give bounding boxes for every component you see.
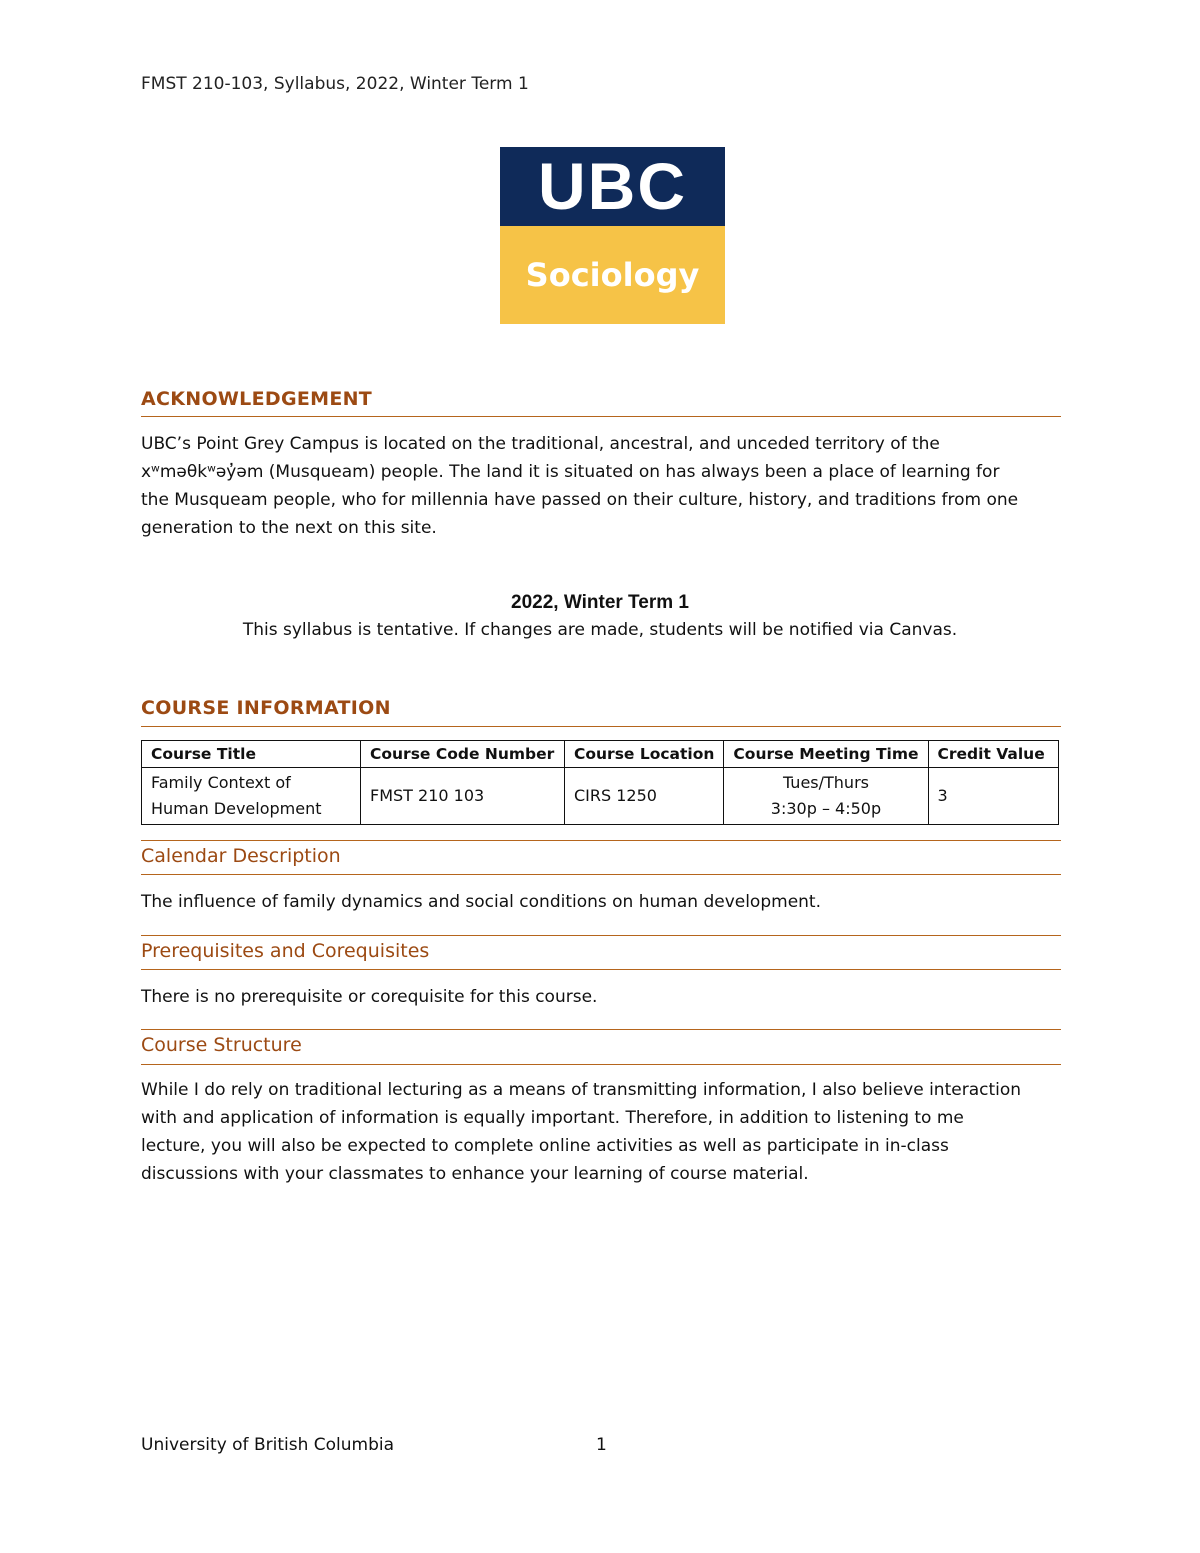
ubc-sociology-logo xyxy=(500,147,725,324)
table-header-row xyxy=(142,741,1059,768)
course-code-cell: FMST 210 103 xyxy=(361,768,565,825)
acknowledgement-text xyxy=(141,430,1071,542)
course-title-line: Human Development xyxy=(151,799,322,818)
table-header-cell: Course Code Number xyxy=(361,741,565,768)
course-info-table xyxy=(141,740,1059,825)
meeting-hours: 3:30p – 4:50p xyxy=(770,799,882,818)
prerequisites-heading: Prerequisites and Corequisites xyxy=(141,940,430,962)
course-structure-line: lecture, you will also be expected to complete online activities as well as participate in in-class xyxy=(141,1136,949,1156)
credit-value-cell: 3 xyxy=(928,768,1058,825)
section-rule xyxy=(141,726,1061,727)
course-title-cell xyxy=(142,768,361,825)
course-structure-line: discussions with your classmates to enhance your learning of course material. xyxy=(141,1164,809,1184)
table-header-cell: Course Title xyxy=(142,741,361,768)
running-header: FMST 210-103, Syllabus, 2022, Winter Term 1 xyxy=(141,74,529,94)
acknowledgement-line: xʷməθkʷəy̓əm (Musqueam) people. The land it is situated on has always been a place of learning for xyxy=(141,462,1000,482)
footer-page-number: 1 xyxy=(596,1435,607,1455)
course-structure-text xyxy=(141,1076,1071,1188)
section-rule xyxy=(141,840,1061,841)
table-header-cell: Credit Value xyxy=(928,741,1058,768)
table-header-cell: Course Meeting Time xyxy=(724,741,928,768)
calendar-description-text: The influence of family dynamics and social conditions on human development. xyxy=(141,892,821,912)
course-information-heading: COURSE INFORMATION xyxy=(141,697,391,719)
table-header-cell: Course Location xyxy=(565,741,724,768)
footer-institution: University of British Columbia xyxy=(141,1435,395,1455)
acknowledgement-line: UBC’s Point Grey Campus is located on the traditional, ancestral, and unceded territory of the xyxy=(141,434,940,454)
course-structure-line: While I do rely on traditional lecturing as a means of transmitting information, I also believe interaction xyxy=(141,1080,1022,1100)
section-rule xyxy=(141,874,1061,875)
meeting-days: Tues/Thurs xyxy=(782,773,869,792)
course-structure-heading: Course Structure xyxy=(141,1034,302,1056)
logo-ubc-text: UBC xyxy=(500,147,725,226)
section-rule xyxy=(141,969,1061,970)
term-note: This syllabus is tentative. If changes are made, students will be notified via Canvas. xyxy=(242,620,958,640)
course-title-line: Family Context of xyxy=(151,773,291,792)
table-row xyxy=(142,768,1059,825)
course-structure-line: with and application of information is equally important. Therefore, in addition to listening to me xyxy=(141,1108,964,1128)
acknowledgement-line: generation to the next on this site. xyxy=(141,518,437,538)
section-rule xyxy=(141,416,1061,417)
section-rule xyxy=(141,1064,1061,1065)
section-rule xyxy=(141,1029,1061,1030)
prerequisites-text: There is no prerequisite or corequisite for this course. xyxy=(141,987,598,1007)
term-title: 2022, Winter Term 1 xyxy=(511,592,689,613)
calendar-description-heading: Calendar Description xyxy=(141,845,341,867)
acknowledgement-line: the Musqueam people, who for millennia have passed on their culture, history, and traditions from one xyxy=(141,490,1019,510)
acknowledgement-heading: ACKNOWLEDGEMENT xyxy=(141,388,373,410)
course-meeting-time-cell xyxy=(724,768,928,825)
logo-sociology-text: Sociology xyxy=(500,226,725,324)
section-rule xyxy=(141,935,1061,936)
course-location-cell: CIRS 1250 xyxy=(565,768,724,825)
